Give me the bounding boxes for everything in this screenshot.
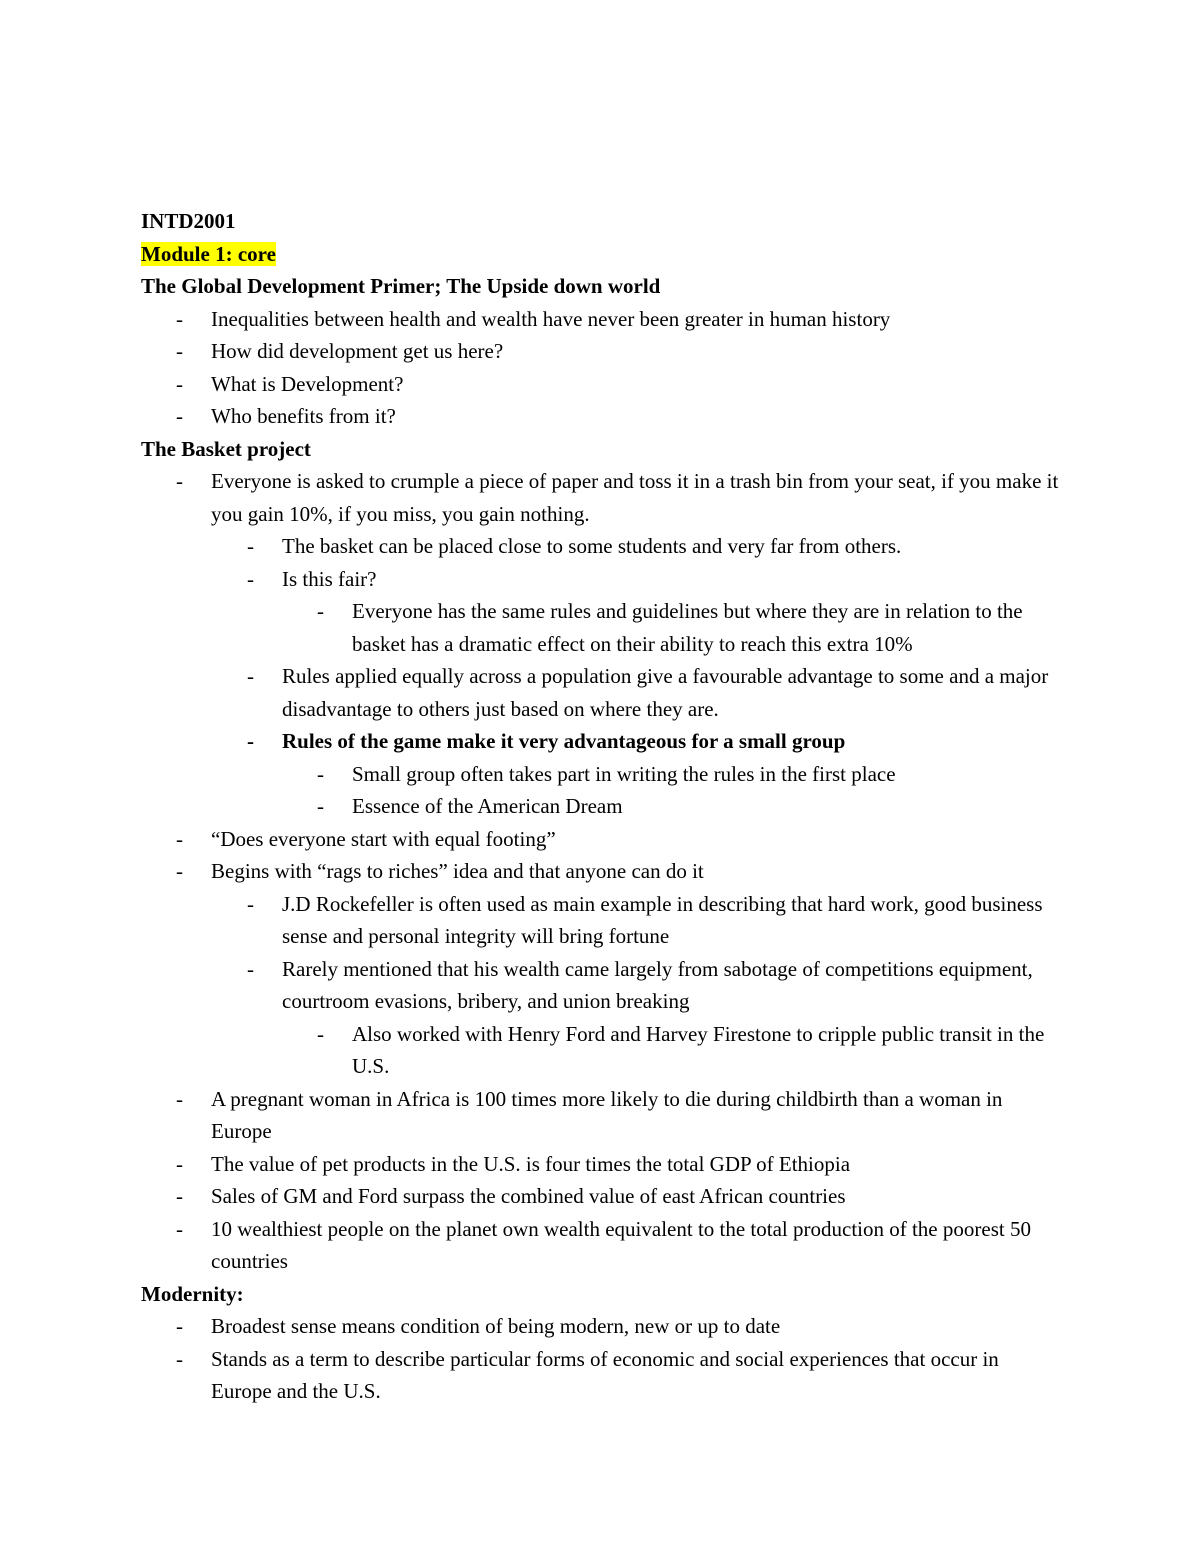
list-item-text: Also worked with Henry Ford and Harvey Firestone to cripple public transit in the U.S.	[352, 1021, 1045, 1078]
list-item-text: Broadest sense means condition of being modern, new or up to date	[211, 1314, 781, 1338]
dash-bullet: -	[176, 306, 183, 331]
dash-bullet: -	[176, 1184, 183, 1208]
dash-bullet: -	[247, 891, 254, 916]
module-title-line	[141, 238, 1061, 271]
dash-bullet: -	[247, 566, 254, 591]
dash-bullet: -	[176, 371, 183, 396]
list-item	[141, 335, 1061, 368]
list-item-text: Who benefits from it?	[211, 404, 396, 428]
list-item	[141, 660, 1061, 725]
list-item	[141, 400, 1061, 433]
list-item	[141, 1343, 1061, 1408]
dash-bullet: -	[317, 599, 324, 623]
bullet-list	[141, 1310, 1061, 1408]
dash-bullet: -	[247, 956, 254, 981]
list-item-text: “Does everyone start with equal footing”	[211, 826, 556, 851]
list-item	[141, 953, 1061, 1018]
list-item-text: The value of pet products in the U.S. is four times the total GDP of Ethiopia	[211, 1151, 851, 1176]
bullet-list	[141, 823, 1061, 888]
dash-bullet: -	[176, 469, 183, 493]
section-heading: The Basket project	[141, 436, 311, 461]
list-item-text: The basket can be placed close to some students and very far from others.	[282, 534, 902, 558]
list-item	[141, 530, 1061, 563]
dash-bullet: -	[176, 1314, 183, 1338]
list-item	[141, 563, 1061, 596]
list-item-text: Rules applied equally across a population give a favourable advantage to some and a major disadvantage to others just based on where they are.	[282, 664, 1049, 721]
module-title-highlight: Module 1: core	[141, 241, 276, 266]
section-heading: Modernity:	[141, 1281, 244, 1306]
list-item	[141, 303, 1061, 336]
list-item-text: Small group often takes part in writing the rules in the first place	[352, 761, 896, 786]
dash-bullet: -	[176, 859, 183, 883]
list-item-text: Stands as a term to describe particular forms of economic and social experiences that occur in Europe and the U.S.	[211, 1346, 999, 1403]
list-item	[141, 595, 1061, 660]
list-item-text: Everyone has the same rules and guidelines but where they are in relation to the basket has a dramatic effect on their ability to reach this extra 10%	[352, 599, 1023, 656]
document-body	[141, 205, 1061, 1408]
bullet-list-level-3	[141, 1018, 1061, 1083]
list-item	[141, 823, 1061, 856]
list-item	[141, 368, 1061, 401]
list-item	[141, 855, 1061, 888]
dash-bullet: -	[317, 761, 324, 786]
list-item	[141, 758, 1061, 791]
list-item-text: Is this fair?	[282, 566, 377, 591]
bullet-list-level-2	[141, 888, 1061, 1018]
list-item-text: Rules of the game make it very advantageous for a small group	[282, 729, 846, 753]
section-heading: The Global Development Primer; The Upside down world	[141, 274, 661, 298]
list-item	[141, 1310, 1061, 1343]
bullet-list-level-2	[141, 660, 1061, 758]
list-item	[141, 725, 1061, 758]
list-item-text: Rarely mentioned that his wealth came largely from sabotage of competitions equipment, courtroom evasions, bribery, and union breaking	[282, 956, 1033, 1013]
dash-bullet: -	[317, 1021, 324, 1046]
bullet-list-level-2	[141, 530, 1061, 595]
dash-bullet: -	[247, 534, 254, 558]
list-item	[141, 1180, 1061, 1213]
list-item-text: 10 wealthiest people on the planet own wealth equivalent to the total production of the poorest 50 countries	[211, 1216, 1031, 1273]
list-item	[141, 790, 1061, 823]
list-item	[141, 1083, 1061, 1148]
list-item	[141, 465, 1061, 530]
list-item	[141, 1018, 1061, 1083]
list-item-text: Sales of GM and Ford surpass the combined value of east African countries	[211, 1184, 846, 1208]
dash-bullet: -	[317, 794, 324, 818]
bullet-list	[141, 303, 1061, 433]
list-item-text: J.D Rockefeller is often used as main example in describing that hard work, good business sense and personal integrity will bring fortune	[282, 891, 1043, 948]
list-item-text: A pregnant woman in Africa is 100 times more likely to die during childbirth than a woman in Europe	[211, 1086, 1003, 1143]
dash-bullet: -	[176, 404, 183, 428]
list-item	[141, 888, 1061, 953]
dash-bullet: -	[247, 729, 254, 753]
list-item-text: Begins with “rags to riches” idea and that anyone can do it	[211, 859, 704, 883]
list-item-text: Inequalities between health and wealth have never been greater in human history	[211, 306, 891, 331]
dash-bullet: -	[176, 1151, 183, 1176]
list-item	[141, 1213, 1061, 1278]
dash-bullet: -	[176, 1086, 183, 1111]
dash-bullet: -	[247, 664, 254, 688]
list-item-text: Essence of the American Dream	[352, 794, 623, 818]
bullet-list-level-3	[141, 758, 1061, 823]
bullet-list-level-3	[141, 595, 1061, 660]
dash-bullet: -	[176, 1346, 183, 1371]
dash-bullet: -	[176, 826, 183, 851]
dash-bullet: -	[176, 1216, 183, 1241]
bullet-list	[141, 465, 1061, 530]
list-item-text: Everyone is asked to crumple a piece of paper and toss it in a trash bin from your seat, if you make it you gain 10%, if you miss, you gain nothing.	[211, 469, 1059, 526]
bullet-list	[141, 1083, 1061, 1278]
dash-bullet: -	[176, 339, 183, 363]
course-code: INTD2001	[141, 209, 236, 233]
list-item	[141, 1148, 1061, 1181]
list-item-text: What is Development?	[211, 371, 404, 396]
list-item-text: How did development get us here?	[211, 339, 504, 363]
